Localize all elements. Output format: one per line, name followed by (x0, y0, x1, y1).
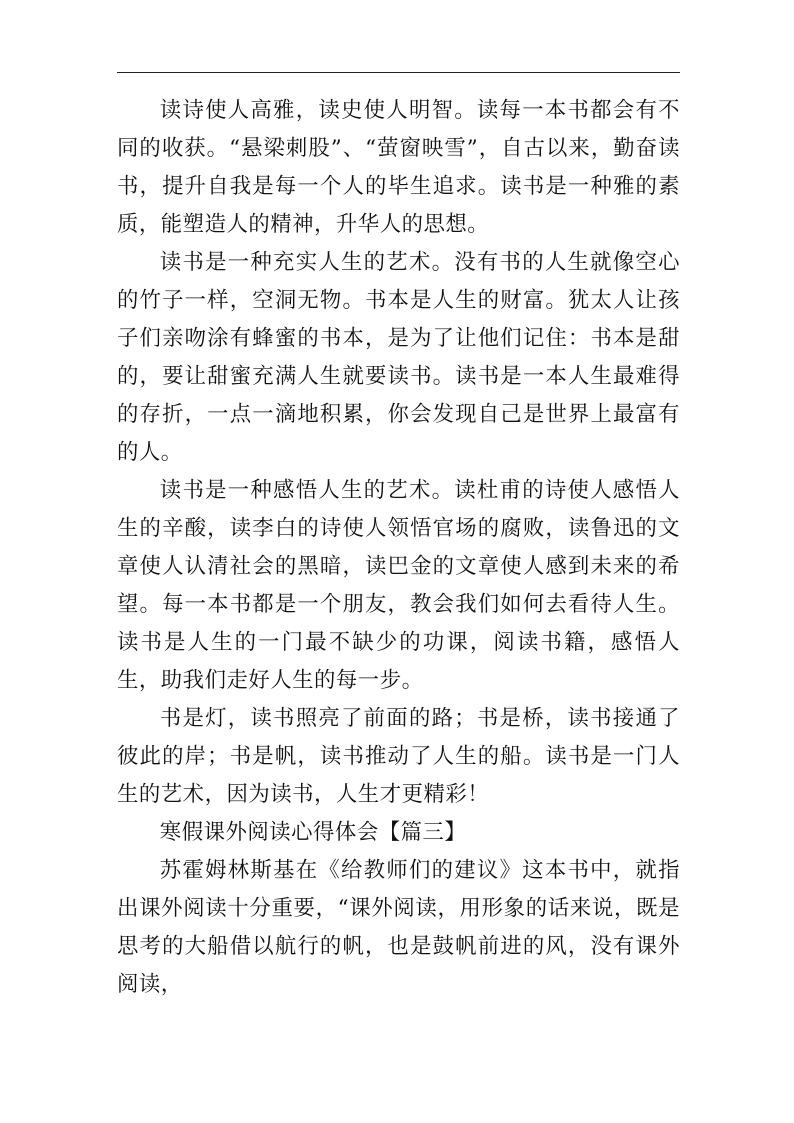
paragraph-4: 书是灯，读书照亮了前面的路；书是桥，读书接通了彼此的岸；书是帆，读书推动了人生的船。读书是一门人生的艺术，因为读书，人生才更精彩！ (117, 706, 680, 807)
paragraph-1: 读诗使人高雅，读史使人明智。读每一本书都会有不同的收获。“悬梁刺股”、“萤窗映雪”，自古以来，勤奋读书，提升自我是每一个人的毕生追求。读书是一种雅的素质，能塑造人的精神，升华人的思想。 (117, 98, 680, 237)
section-heading: 寒假课外阅读心得体会【篇三】 (159, 820, 467, 845)
paragraph-2: 读书是一种充实人生的艺术。没有书的人生就像空心的竹子一样，空洞无物。书本是人生的财富。犹太人让孩子们亲吻涂有蜂蜜的书本，是为了让他们记住：书本是甜的，要让甜蜜充满人生就要读书。读书是一本人生最难得的存折，一点一滴地积累，你会发现自己是世界上最富有的人。 (117, 250, 680, 465)
paragraph-3: 读书是一种感悟人生的艺术。读杜甫的诗使人感悟人生的辛酸，读李白的诗使人领悟官场的腐败，读鲁迅的文章使人认清社会的黑暗，读巴金的文章使人感到未来的希望。每一本书都是一个朋友，教会我们如何去看待人生。读书是人生的一门最不缺少的功课，阅读书籍，感悟人生，助我们走好人生的每一步。 (117, 478, 680, 693)
header-rule (117, 72, 680, 73)
document-body (117, 92, 680, 1004)
paragraph-5: 苏霍姆林斯基在《给教师们的建议》这本书中，就指出课外阅读十分重要，“课外阅读，用形象的话来说，既是思考的大船借以航行的帆，也是鼓帆前进的风，没有课外阅读， (117, 858, 680, 997)
